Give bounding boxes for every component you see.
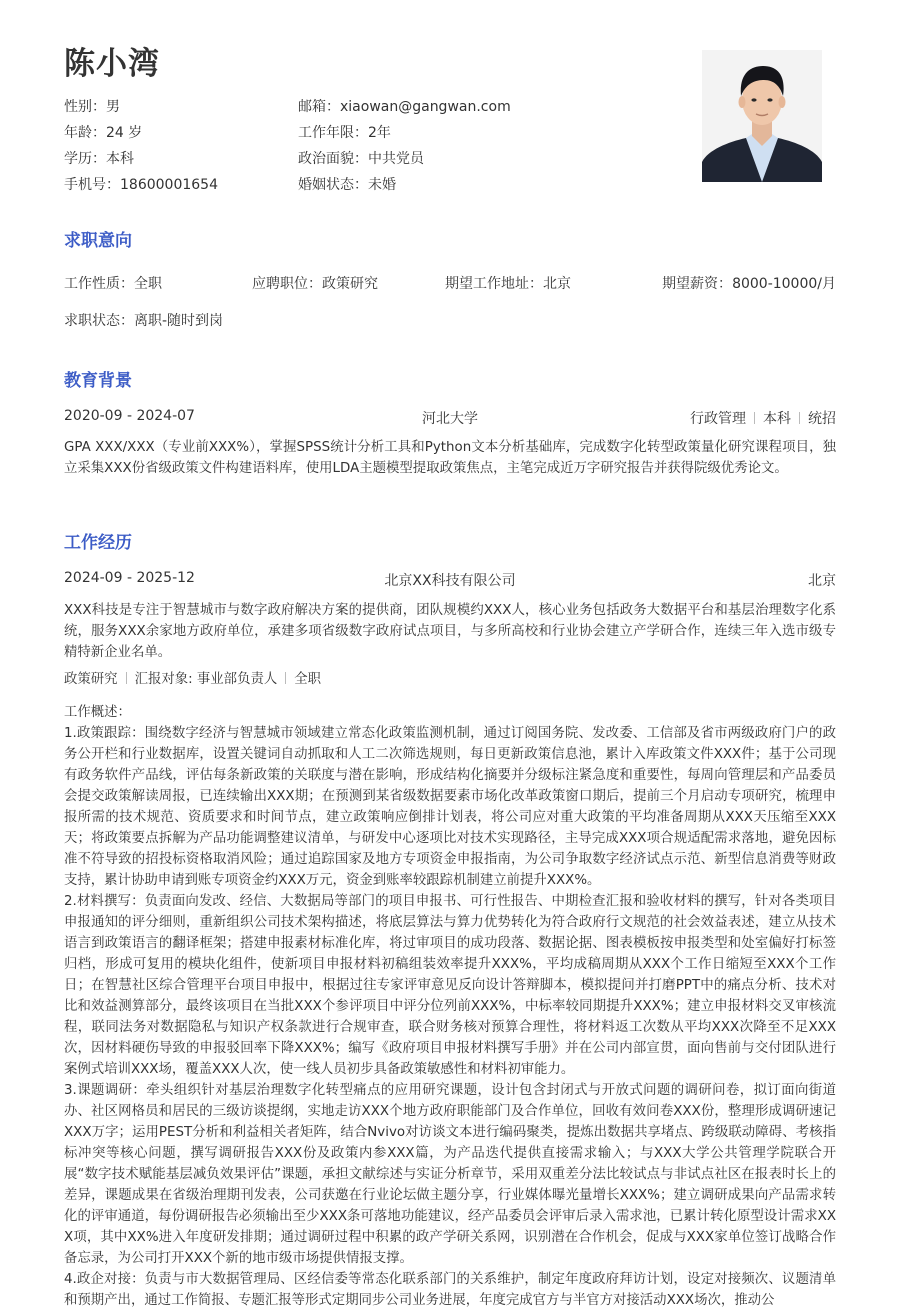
education-level-label: 学历： bbox=[64, 151, 106, 167]
age-label: 年龄： bbox=[64, 125, 106, 141]
phone-value: 18600001654 bbox=[120, 177, 218, 193]
work-years-row bbox=[298, 122, 391, 142]
work-item-policy-tracking: 1.政策跟踪：围绕数字经济与智慧城市领域建立常态化政策监测机制，通过订阅国务院、发改委、工信部及省市两级政府门户的政务公开栏和行业数据库，设置关键词自动抓取和人工二次筛选规则，每日更新政策信息池，累计入库政策文件XXX件；基于公司现有政务软件产品线，评估每条新政策的关联度与潜在影响，形成结构化摘要并分级标注紧急度和重要性，每周向管理层和产品委员会提交政策解读周报，已连续输出XXX期；在预测到某省级数据要素市场化改革政策窗口期后，提前三个月启动专项研究，梳理申报所需的技术规范、资质要求和时间节点，建立政策响应倒排计划表，将公司应对重大政策的平均准备周期从XXX天压缩至XXX天；将政策要点拆解为产品功能调整建议清单，与研发中心逐项比对技术实现路径，主导完成XXX项合规适配需求落地，避免因标准不符导致的招投标资格取消风险；通过追踪国家及地方专项资金申报指南，为公司争取数字经济试点示范、新型信息消费等财政支持，累计协助申请到账专项资金约XXX万元，资金到账率较跟踪机制建立前提升XXX%。 bbox=[64, 726, 836, 888]
company-description: XXX科技是专注于智慧城市与数字政府解决方案的提供商，团队规模约XXX人，核心业务包括政务大数据平台和基层治理数字化系统，服务XXX余家地方政府单位，承建多项省级数字政府试点项目，与多所高校和行业协会建立产学研合作，连续三年入选市级专精特新企业名单。 bbox=[64, 603, 836, 660]
education-mode: 统招 bbox=[808, 411, 836, 427]
education-section-title: 教育背景 bbox=[64, 371, 132, 391]
phone-row bbox=[64, 174, 218, 194]
gender-row bbox=[64, 96, 120, 116]
divider bbox=[126, 672, 127, 684]
education-level-row bbox=[64, 148, 134, 168]
job-status-value: 离职-随时到岗 bbox=[134, 313, 224, 329]
gender-label: 性别： bbox=[64, 99, 106, 115]
position-label: 应聘职位： bbox=[252, 276, 322, 292]
work-item-research: 3.课题调研：牵头组织针对基层治理数字化转型痛点的应用研究课题，设计包含封闭式与开放式问题的调研问卷，拟订面向街道办、社区网格员和居民的三级访谈提纲，实地走访XXX个地方政府职能部门及合作单位，回收有效问卷XXX份，整理形成调研速记XXX万字；运用PEST分析和利益相关者矩阵，结合Nvivo对访谈文本进行编码聚类，提炼出数据共享堵点、跨级联动障碍、考核指标冲突等核心问题，撰写调研报告XXX份及政策内参XXX篇，为产品迭代提供直接需求输入；与XXX大学公共管理学院联合开展“数字技术赋能基层减负效果评估”课题，承担文献综述与实证分析章节，采用双重差分法比较试点与非试点社区在报表时长上的差异，课题成果在省级治理期刊发表，公司获邀在行业论坛做主题分享，行业媒体曝光量增长XXX%；建立调研成果向产品需求转化的评审通道，每份调研报告必须输出至少XXX条可落地功能建议，经产品委员会评审后录入需求池，已累计转化原型设计需求XXX项，其中XX%进入年度研发排期；通过调研过程中积累的政产学研关系网，识别潜在合作机会，促成与XXX家单位签订战略合作备忘录，为公司打开XXX个新的地市级市场提供情报支撑。 bbox=[64, 1083, 836, 1266]
location-value: 北京 bbox=[543, 276, 571, 292]
work-years-value: 2年 bbox=[368, 125, 391, 141]
education-level-value: 本科 bbox=[106, 151, 134, 167]
job-status-label: 求职状态： bbox=[64, 313, 134, 329]
job-type-value: 全职 bbox=[134, 276, 162, 292]
politics-row bbox=[298, 148, 424, 168]
divider bbox=[754, 412, 755, 424]
marital-label: 婚姻状态： bbox=[298, 177, 368, 193]
work-role: 政策研究 bbox=[64, 672, 118, 687]
work-job-type: 全职 bbox=[294, 672, 322, 687]
intent-section-title: 求职意向 bbox=[64, 231, 132, 251]
job-type-label: 工作性质： bbox=[64, 276, 134, 292]
job-type-row bbox=[64, 273, 162, 293]
politics-value: 中共党员 bbox=[368, 151, 424, 167]
email-row bbox=[298, 96, 511, 116]
location-row bbox=[445, 273, 571, 293]
profile-photo bbox=[702, 50, 822, 182]
divider bbox=[799, 412, 800, 424]
work-item-gov-liaison: 4.政企对接：负责与市大数据管理局、区经信委等常态化联系部门的关系维护，制定年度政府拜访计划，设定对接频次、议题清单和预期产出，通过工作简报、专题汇报等形式定期同步公司业务进展，年度完成官方与半官方对接活动XXX场次，推动公 bbox=[64, 1272, 836, 1308]
politics-label: 政治面貌： bbox=[298, 151, 368, 167]
work-overview bbox=[64, 702, 836, 1311]
education-period: 2020-09 - 2024-07 bbox=[64, 408, 195, 424]
work-meta-row bbox=[64, 668, 321, 687]
email-value[interactable]: xiaowan@gangwan.com bbox=[340, 99, 511, 115]
work-report-to: 汇报对象: 事业部负责人 bbox=[134, 672, 278, 687]
location-label: 期望工作地址： bbox=[445, 276, 543, 292]
education-description: GPA XXX/XXX（专业前XXX%），掌握SPSS统计分析工具和Python文本分析基础库，完成数字化转型政策量化研究课程项目，独立采集XXX份省级政策文件构建语料库，使用LDA主题模型提取政策焦点，主笔完成近万字研究报告并获得院级优秀论文。 bbox=[64, 440, 836, 476]
work-period: 2024-09 - 2025-12 bbox=[64, 570, 195, 586]
marital-value: 未婚 bbox=[368, 177, 396, 193]
education-school: 河北大学 bbox=[422, 411, 478, 427]
work-overview-label: 工作概述： bbox=[64, 705, 131, 720]
candidate-name: 陈小湾 bbox=[64, 46, 160, 82]
job-status-row bbox=[64, 310, 223, 330]
email-label: 邮箱： bbox=[298, 99, 340, 115]
divider bbox=[285, 672, 286, 684]
age-row bbox=[64, 122, 142, 142]
marital-row bbox=[298, 174, 396, 194]
salary-row bbox=[662, 273, 836, 293]
work-section-title: 工作经历 bbox=[64, 533, 132, 553]
position-value: 政策研究 bbox=[322, 276, 378, 292]
work-item-material-writing: 2.材料撰写：负责面向发改、经信、大数据局等部门的项目申报书、可行性报告、中期检查汇报和验收材料的撰写，针对各类项目申报通知的评分细则，重新组织公司技术架构描述，将底层算法与算力优势转化为符合政府行文规范的社会效益表述，建立从技术语言到政策语言的翻译框架；搭建申报素材标准化库，将过审项目的成功段落、数据论据、图表模板按申报类型和处室偏好打标签归档，形成可复用的模块化组件，使新项目申报材料初稿组装效率提升XXX%，平均成稿周期从XXX个工作日缩短至XXX个工作日；在智慧社区综合管理平台项目申报中，根据过往专家评审意见反向设计答辩脚本，模拟提问并打磨PPT中的痛点分析、技术对比和效益测算部分，最终该项目在当批XXX个参评项目中评分位列前XXX%，中标率较同期提升XXX%；建立申报材料交叉审核流程，联同法务对数据隐私与知识产权条款进行合规审查，联合财务核对预算合理性，将材料返工次数从平均XXX次降至不足XXX次，因材料硬伤导致的申报驳回率下降XXX%；编写《政府项目申报材料撰写手册》并在公司内部宣贯，面向售前与交付团队进行案例式培训XXX场，覆盖XXX人次，使一线人员初步具备政策敏感性和材料初审能力。 bbox=[64, 894, 836, 1077]
position-row bbox=[252, 273, 378, 293]
education-degree: 本科 bbox=[763, 411, 791, 427]
work-years-label: 工作年限： bbox=[298, 125, 368, 141]
avatar-portrait-icon bbox=[702, 50, 822, 182]
work-company: 北京XX科技有限公司 bbox=[384, 573, 516, 589]
age-value: 24 岁 bbox=[106, 125, 143, 141]
salary-value: 8000-10000/月 bbox=[732, 276, 836, 292]
phone-label: 手机号： bbox=[64, 177, 120, 193]
education-major-row bbox=[690, 408, 836, 428]
work-city: 北京 bbox=[808, 573, 836, 589]
education-major: 行政管理 bbox=[690, 411, 746, 427]
gender-value: 男 bbox=[106, 99, 120, 115]
salary-label: 期望薪资： bbox=[662, 276, 733, 292]
